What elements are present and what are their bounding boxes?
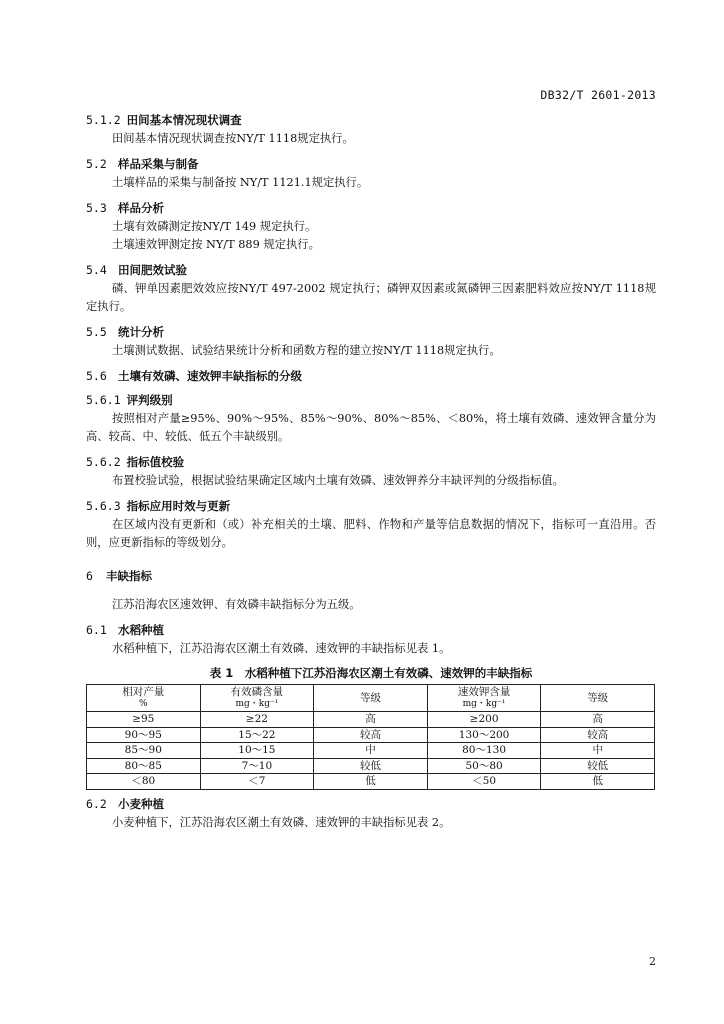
table-cell: 中 [541, 743, 655, 759]
chapter-number: 6 [86, 569, 93, 583]
section-heading-5-6 [86, 366, 656, 386]
section-title: 指标值校验 [126, 455, 185, 469]
table-cell: ≥200 [427, 712, 541, 728]
document-body [86, 110, 656, 832]
table-cell: 15～22 [200, 727, 314, 743]
table-cell: 10～15 [200, 743, 314, 759]
table-cell: 较低 [314, 758, 428, 774]
table-cell: 80～85 [87, 758, 201, 774]
table-row [87, 774, 655, 790]
paragraph: 磷、钾单因素肥效效应按NY/T 497-2002 规定执行；磷钾双因素或氮磷钾三因素肥料效应按NY/T 1118规定执行。 [86, 282, 656, 313]
section-heading-5-3 [86, 198, 656, 218]
section-heading-5-4 [86, 260, 656, 280]
section-number: 5.1.2 [86, 113, 121, 127]
section-title: 田间基本情况现状调查 [126, 113, 242, 127]
section-title: 样品分析 [118, 201, 164, 215]
section-number: 5.6.1 [86, 393, 121, 407]
header-relative-yield: 相对产量 % [87, 685, 201, 712]
section-heading-5-2 [86, 154, 656, 174]
paragraph: 田间基本情况现状调查按NY/T 1118规定执行。 [112, 132, 354, 145]
paragraph: 布置校验试验，根据试验结果确定区域内土壤有效磷、速效钾养分丰缺评判的分级指标值。 [112, 474, 564, 487]
table-cell: ＜80 [87, 774, 201, 790]
paragraph: 土壤测试数据、试验结果统计分析和函数方程的建立按NY/T 1118规定执行。 [112, 344, 501, 357]
table-cell: 较高 [541, 727, 655, 743]
header-available-k: 速效钾含量 mg・kg⁻¹ [427, 685, 541, 712]
section-title: 土壤有效磷、速效钾丰缺指标的分级 [118, 369, 302, 383]
table-cell: 90～95 [87, 727, 201, 743]
section-heading-5-6-1 [86, 390, 656, 410]
section-heading-6-1 [86, 620, 656, 640]
section-number: 5.6 [86, 369, 107, 383]
table-caption: 表 1 水稻种植下江苏沿海农区潮土有效磷、速效钾的丰缺指标 [209, 666, 533, 680]
header-grade-k: 等级 [541, 685, 655, 712]
section-title: 水稻种植 [118, 623, 164, 637]
paragraph: 土壤样品的采集与制备按 NY/T 1121.1规定执行。 [112, 176, 369, 189]
table-cell: 高 [541, 712, 655, 728]
paragraph: 小麦种植下，江苏沿海农区潮土有效磷、速效钾的丰缺指标见表 2。 [112, 815, 451, 829]
table-cell: ＜7 [200, 774, 314, 790]
table-cell: 130～200 [427, 727, 541, 743]
section-heading-5-5 [86, 322, 656, 342]
header-grade-p: 等级 [314, 685, 428, 712]
paragraph: 土壤速效钾测定按 NY/T 889 规定执行。 [112, 238, 320, 251]
chapter-heading-6 [86, 566, 656, 586]
section-title: 评判级别 [126, 393, 173, 407]
table-cell: ＜50 [427, 774, 541, 790]
header-available-p: 有效磷含量 mg・kg⁻¹ [200, 685, 314, 712]
table-cell: 中 [314, 743, 428, 759]
section-number: 5.4 [86, 263, 107, 277]
section-heading-5-6-2 [86, 452, 656, 472]
section-heading-5-1-2 [86, 110, 656, 130]
table-cell: 85～90 [87, 743, 201, 759]
table-cell: 低 [541, 774, 655, 790]
table-cell: ≥22 [200, 712, 314, 728]
paragraph: 水稻种植下，江苏沿海农区潮土有效磷、速效钾的丰缺指标见表 1。 [112, 642, 451, 655]
table-row [87, 727, 655, 743]
table-cell: 低 [314, 774, 428, 790]
section-number: 5.3 [86, 201, 107, 215]
table-cell: 较低 [541, 758, 655, 774]
table-row [87, 743, 655, 759]
paragraph: 江苏沿海农区速效钾、有效磷丰缺指标分为五级。 [112, 598, 361, 611]
section-title: 田间肥效试验 [118, 263, 187, 277]
section-heading-6-2 [86, 794, 656, 814]
table-cell: 7～10 [200, 758, 314, 774]
table-cell: 80～130 [427, 743, 541, 759]
section-number: 5.5 [86, 325, 107, 339]
section-title: 指标应用时效与更新 [126, 499, 231, 513]
section-title: 小麦种植 [118, 796, 164, 811]
paragraph: 在区域内没有更新和（或）补充相关的土壤、肥料、作物和产量等信息数据的情况下，指标可一直沿用。否则，应更新指标的等级划分。 [86, 518, 656, 549]
table-row [87, 712, 655, 728]
section-number: 6.2 [86, 796, 107, 811]
section-title: 统计分析 [118, 325, 164, 339]
section-number: 6.1 [86, 623, 107, 637]
paragraph: 按照相对产量≥95%、90%～95%、85%～90%、80%～85%、＜80%，将土壤有效磷、速效钾含量分为高、较高、中、较低、低五个丰缺级别。 [86, 412, 656, 443]
table-row [87, 758, 655, 774]
section-number: 5.6.2 [86, 455, 121, 469]
paragraph: 土壤有效磷测定按NY/T 149 规定执行。 [112, 220, 317, 233]
chapter-title: 丰缺指标 [106, 569, 152, 583]
table-cell: 较高 [314, 727, 428, 743]
table-cell: 高 [314, 712, 428, 728]
table-header-row [87, 685, 655, 712]
standard-code: DB32/T 2601-2013 [540, 88, 656, 102]
section-title: 样品采集与制备 [118, 157, 199, 171]
nutrient-index-table [86, 684, 655, 790]
section-number: 5.2 [86, 157, 107, 171]
table-cell: ≥95 [87, 712, 201, 728]
table-cell: 50～80 [427, 758, 541, 774]
section-number: 5.6.3 [86, 499, 121, 513]
page-number: 2 [649, 955, 656, 968]
section-heading-5-6-3 [86, 496, 656, 516]
